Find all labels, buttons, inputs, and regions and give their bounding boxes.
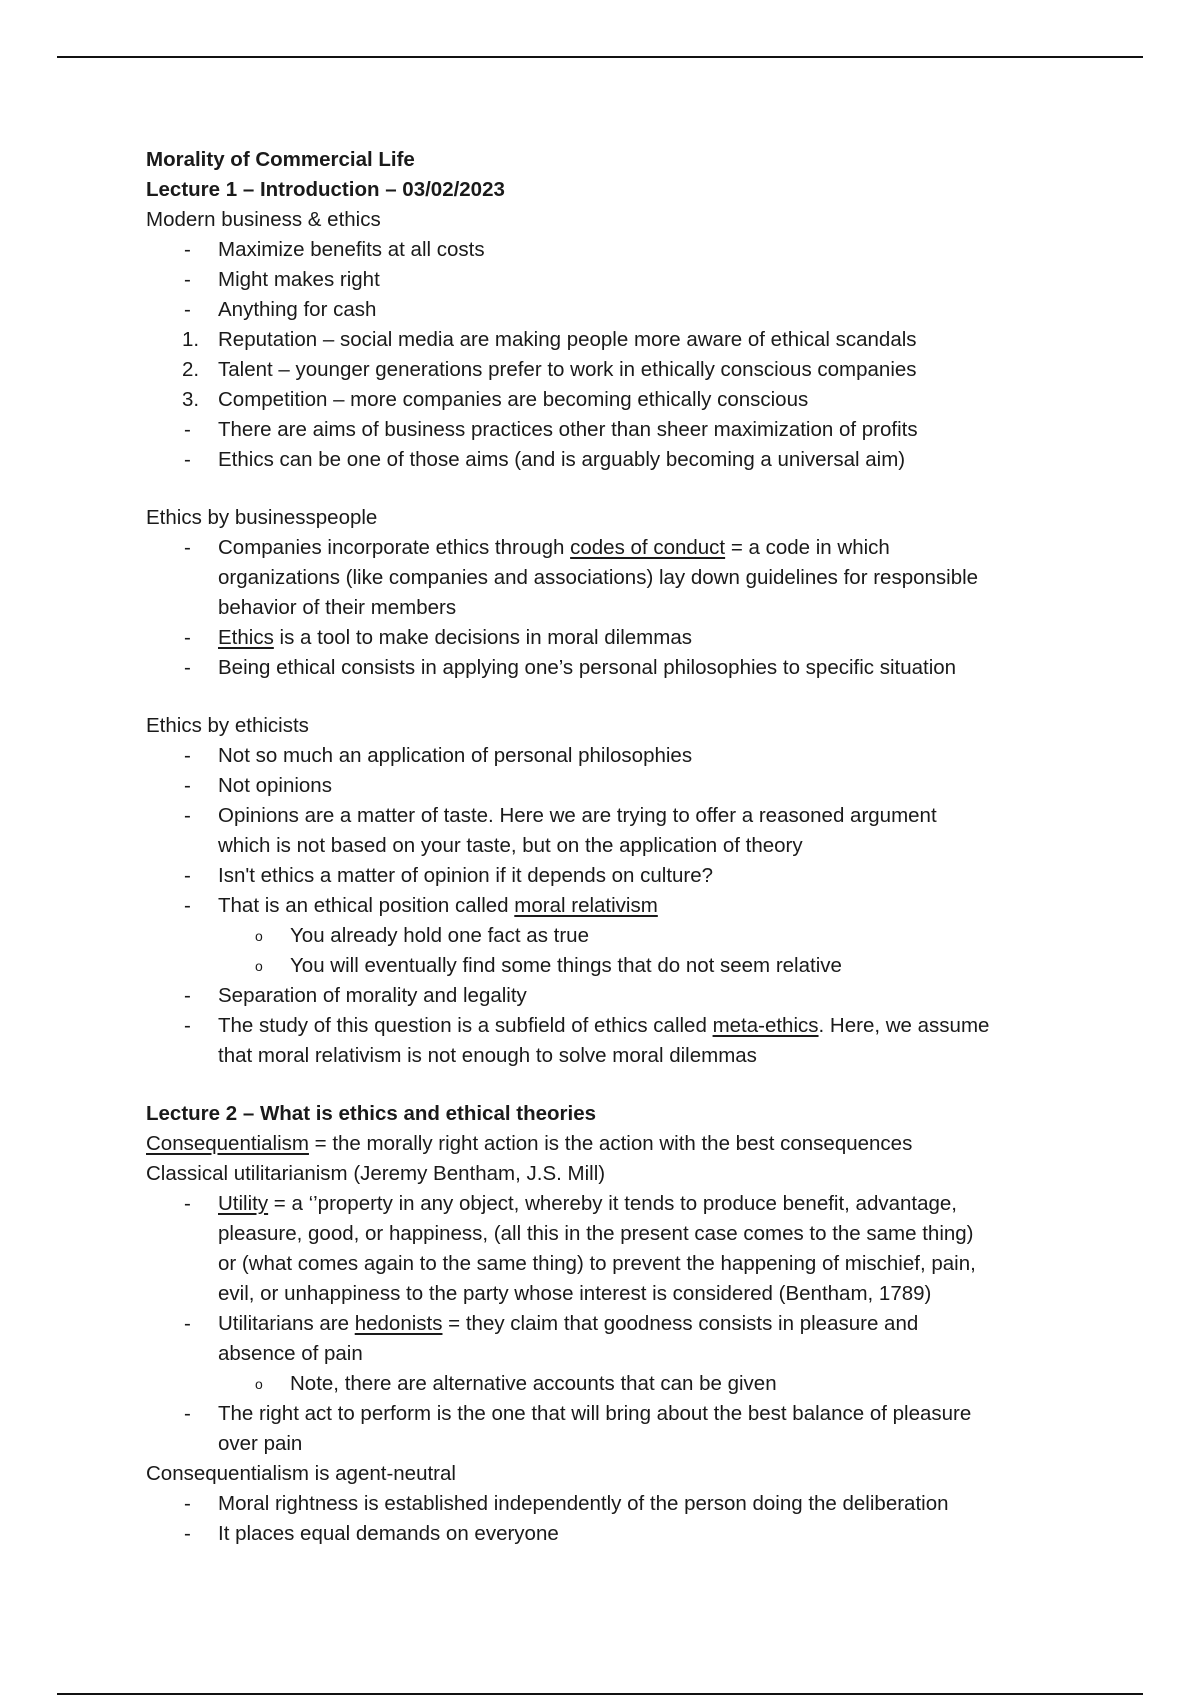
section-heading: Classical utilitarianism (Jeremy Bentham, J.S. Mill) xyxy=(146,1162,606,1185)
definition-line: Consequentialism = the morally right action is the action with the best consequences xyxy=(146,1132,913,1155)
page-top-rule xyxy=(57,56,1143,58)
term-utility: Utility xyxy=(218,1192,269,1215)
term-hedonists: hedonists xyxy=(354,1312,443,1335)
term-moral-relativism: moral relativism xyxy=(514,894,658,917)
list-item: - The right act to perform is the one that will bring about the best balance of pleasure xyxy=(184,1402,972,1425)
list-item: - Utility = a ‘’property in any object, whereby it tends to produce benefit, advantage, xyxy=(184,1192,958,1215)
term-meta-ethics: meta-ethics xyxy=(712,1014,819,1037)
section-heading: Modern business & ethics xyxy=(146,208,381,231)
list-item-continuation: pleasure, good, or happiness, (all this in the present case comes to the same thing) xyxy=(218,1222,974,1245)
list-item: - Companies incorporate ethics through codes of conduct = a code in which xyxy=(184,536,890,559)
document-title: Morality of Commercial Life xyxy=(146,148,415,171)
section-heading: Consequentialism is agent-neutral xyxy=(146,1462,456,1485)
document-body xyxy=(146,145,1066,1549)
sub-list-item: o You already hold one fact as true xyxy=(255,924,589,947)
term-codes-of-conduct: codes of conduct xyxy=(570,536,726,559)
numbered-item: 3. Competition – more companies are becoming ethically conscious xyxy=(182,388,809,411)
list-item: - Utilitarians are hedonists = they claim that goodness consists in pleasure and xyxy=(184,1312,919,1335)
list-item-continuation: that moral relativism is not enough to solve moral dilemmas xyxy=(218,1044,757,1067)
list-item-continuation: over pain xyxy=(218,1432,303,1455)
list-item: - Ethics can be one of those aims (and is arguably becoming a universal aim) xyxy=(184,448,906,471)
list-item-continuation: absence of pain xyxy=(218,1342,363,1365)
section-heading: Ethics by businesspeople xyxy=(146,506,378,529)
list-item: - There are aims of business practices other than sheer maximization of profits xyxy=(184,418,918,441)
lecture-1-heading: Lecture 1 – Introduction – 03/02/2023 xyxy=(146,178,505,201)
list-item-continuation: or (what comes again to the same thing) to prevent the happening of mischief, pain, xyxy=(218,1252,976,1275)
term-ethics: Ethics xyxy=(218,626,274,649)
term-consequentialism: Consequentialism xyxy=(146,1132,309,1155)
list-item: - That is an ethical position called moral relativism xyxy=(184,894,658,917)
sub-list-item: o You will eventually find some things that do not seem relative xyxy=(255,954,842,977)
list-item-continuation: organizations (like companies and associations) lay down guidelines for responsible xyxy=(218,566,979,589)
list-item: - The study of this question is a subfield of ethics called meta-ethics. Here, we assume xyxy=(184,1014,990,1037)
list-item: - Not so much an application of personal philosophies xyxy=(184,744,693,767)
list-item: - Not opinions xyxy=(184,774,332,797)
list-item: - Isn't ethics a matter of opinion if it depends on culture? xyxy=(184,864,714,887)
list-item: - Might makes right xyxy=(184,268,380,291)
list-item: - Ethics is a tool to make decisions in moral dilemmas xyxy=(184,626,692,649)
list-item: - Anything for cash xyxy=(184,298,377,321)
section-heading: Ethics by ethicists xyxy=(146,714,309,737)
page-bottom-rule xyxy=(57,1693,1143,1695)
numbered-item: 1. Reputation – social media are making people more aware of ethical scandals xyxy=(182,328,917,351)
list-item-continuation: behavior of their members xyxy=(218,596,457,619)
list-item: - Separation of morality and legality xyxy=(184,984,527,1007)
list-item: - Maximize benefits at all costs xyxy=(184,238,485,261)
numbered-item: 2. Talent – younger generations prefer to work in ethically conscious companies xyxy=(182,358,917,381)
list-item: - It places equal demands on everyone xyxy=(184,1522,559,1545)
list-item: - Being ethical consists in applying one’s personal philosophies to specific situation xyxy=(184,656,957,679)
sub-list-item: o Note, there are alternative accounts that can be given xyxy=(255,1372,777,1395)
list-item: - Opinions are a matter of taste. Here we are trying to offer a reasoned argument xyxy=(184,804,937,827)
list-item-continuation: evil, or unhappiness to the party whose interest is considered (Bentham, 1789) xyxy=(218,1282,932,1305)
list-item-continuation: which is not based on your taste, but on the application of theory xyxy=(218,834,803,857)
list-item: - Moral rightness is established independently of the person doing the deliberation xyxy=(184,1492,949,1515)
lecture-2-heading: Lecture 2 – What is ethics and ethical theories xyxy=(146,1102,596,1125)
